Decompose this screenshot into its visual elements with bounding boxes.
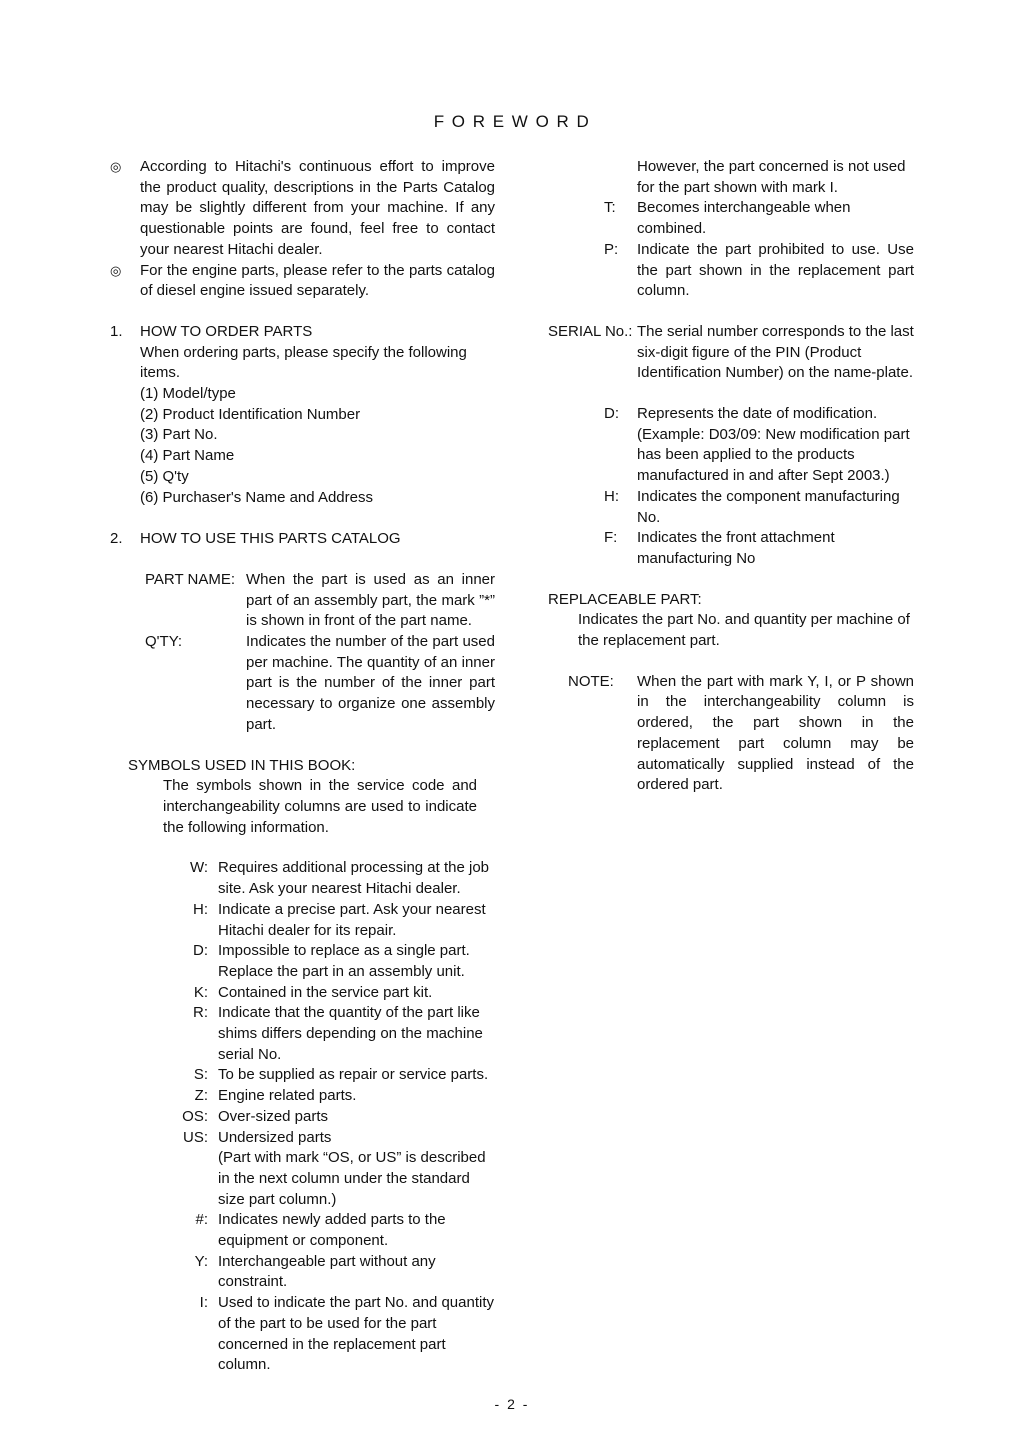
serial-no-text: The serial number corresponds to the last six-digit figure of the PIN (Product Identification Number) on the name-plate. [637, 322, 914, 382]
symbol-label: Z: [194, 1087, 208, 1105]
symbol-item [110, 900, 495, 941]
symbol-text: Engine related parts. [218, 1087, 357, 1105]
symbol-text: Represents the date of modification. (Example: D03/09: New modification part has been applied to the products manufactured in and after Sept 2003.) [637, 405, 910, 485]
symbol-text: Indicate a precise part. Ask your nearest Hitachi dealer for its repair. [218, 900, 486, 939]
page-title: F O R E W O R D [433, 112, 591, 131]
symbols-intro: The symbols shown in the service code and interchangeability columns are used to indicate the following information. [163, 777, 477, 836]
replaceable-part-heading: REPLACEABLE PART: [548, 590, 702, 608]
section-title: HOW TO ORDER PARTS [140, 322, 313, 340]
section-number: 2. [110, 530, 123, 548]
symbol-label: R: [193, 1004, 208, 1022]
symbol-item [110, 1128, 495, 1149]
symbol-label: D: [193, 942, 208, 960]
left-column [110, 157, 495, 1376]
symbol-label: T: [604, 199, 616, 217]
notice-paragraph [110, 157, 495, 261]
symbol-label: D: [604, 405, 619, 423]
symbol-item [110, 1086, 495, 1107]
symbol-text: Indicates the front attachment manufacturing No [637, 529, 835, 567]
symbol-text: Impossible to replace as a single part. Replace the part in an assembly unit. [218, 942, 470, 980]
definition-label: PART NAME: [145, 570, 236, 588]
symbol-text: (Part with mark “OS, or US” is described in the next column under the standard size part column.) [218, 1149, 486, 1208]
serial-no-definition [548, 322, 914, 384]
section-1-heading [110, 322, 495, 343]
symbol-label: F: [604, 529, 618, 547]
definition-text: When the part is used as an inner part of an assembly part, the mark ”*” is shown in front of the part name. [246, 570, 495, 630]
symbol-label: #: [195, 1211, 208, 1229]
symbol-text: Indicates newly added parts to the equipment or component. [218, 1211, 446, 1250]
symbol-text: Requires additional processing at the job site. Ask your nearest Hitachi dealer. [218, 859, 490, 898]
symbol-label: Y: [194, 1252, 208, 1270]
symbol-label: H: [193, 900, 208, 918]
symbol-text: Over-sized parts [218, 1107, 329, 1125]
symbol-label: P: [604, 240, 619, 258]
symbol-item [110, 1107, 495, 1128]
symbol-item [110, 1252, 495, 1293]
symbol-label: OS: [182, 1107, 208, 1125]
symbol-text: Indicates the component manufacturing No. [637, 487, 900, 526]
order-item: (6) Purchaser's Name and Address [140, 488, 373, 506]
section-1-intro: When ordering parts, please specify the following items. [140, 343, 467, 382]
symbol-item [110, 1065, 495, 1086]
symbol-item-note [110, 1148, 495, 1210]
symbol-text: To be supplied as repair or service parts. [218, 1066, 489, 1084]
symbol-item-d [548, 404, 914, 487]
symbol-label: US: [182, 1128, 208, 1146]
symbol-text: Indicate that the quantity of the part like shims differs depending on the machine serial No. [218, 1004, 483, 1063]
notice-text: For the engine parts, please refer to the parts catalog of diesel engine issued separately. [140, 261, 495, 300]
symbol-item [110, 1293, 495, 1376]
order-item: (1) Model/type [140, 385, 236, 403]
symbol-text: Interchangeable part without any constraint. [218, 1252, 436, 1291]
definition-qty [110, 632, 495, 736]
double-circle-bullet: ◎ [110, 262, 122, 278]
symbol-item-p [548, 240, 914, 302]
continuation-paragraph: However, the part concerned is not used for the part shown with mark I. [637, 158, 906, 196]
order-item: (5) Q'ty [140, 467, 189, 485]
order-item: (4) Part Name [140, 447, 235, 465]
section-title: HOW TO USE THIS PARTS CATALOG [140, 530, 401, 548]
section-1-body [110, 343, 495, 509]
symbol-label: S: [193, 1066, 208, 1084]
symbols-heading: SYMBOLS USED IN THIS BOOK: [128, 756, 356, 774]
symbol-item [110, 983, 495, 1004]
serial-no-label: SERIAL No.: [548, 322, 633, 340]
symbols-list [110, 858, 495, 1376]
symbol-item-h [548, 487, 914, 528]
symbol-label: H: [604, 487, 619, 505]
order-item: (2) Product Identification Number [140, 405, 361, 423]
notice-paragraph [110, 261, 495, 302]
definition-part-name [110, 570, 495, 632]
section-number: 1. [110, 322, 123, 340]
symbol-text: Used to indicate the part No. and quantity of the part to be used for the part concerned in the replacement part column. [218, 1294, 495, 1374]
symbol-text: Indicate the part prohibited to use. Use the part shown in the replacement part column. [637, 240, 914, 300]
symbol-item [110, 1003, 495, 1065]
symbol-label [180, 1148, 208, 1210]
symbol-label: W: [189, 859, 208, 877]
replaceable-part-text: Indicates the part No. and quantity per machine of the replacement part. [578, 611, 910, 650]
double-circle-bullet: ◎ [110, 159, 122, 174]
note-text: When the part with mark Y, I, or P shown in the interchangeability column is ordered, the part shown in the replacement part column may be automatically supplied instead of the ordered part. [637, 672, 914, 794]
symbol-label: I: [199, 1294, 208, 1312]
notice-text: According to Hitachi's continuous effort to improve the product quality, descriptions in the Parts Catalog may be slightly different from your machine. If any questionable points are found, feel free to contact your nearest Hitachi dealer. [140, 158, 495, 258]
definition-label: Q'TY: [145, 633, 183, 651]
symbol-label: K: [193, 983, 208, 1001]
section-2-heading [110, 529, 495, 550]
page-number: - 2 - [494, 1396, 530, 1412]
right-column [548, 157, 914, 796]
symbol-text: Contained in the service part kit. [218, 983, 433, 1001]
order-item: (3) Part No. [140, 426, 218, 444]
symbol-item [110, 941, 495, 982]
symbol-item [110, 1210, 495, 1251]
symbol-item-f [548, 528, 914, 569]
symbol-text: Becomes interchangeable when combined. [637, 199, 851, 238]
note-label: NOTE: [568, 672, 614, 690]
symbol-text: Undersized parts [218, 1128, 332, 1146]
symbol-item [110, 858, 495, 899]
definition-text: Indicates the number of the part used per machine. The quantity of an inner part is the number of the inner part necessary to organize one assembly part. [246, 633, 495, 733]
note-block [548, 672, 914, 796]
symbol-item-t [548, 198, 914, 239]
